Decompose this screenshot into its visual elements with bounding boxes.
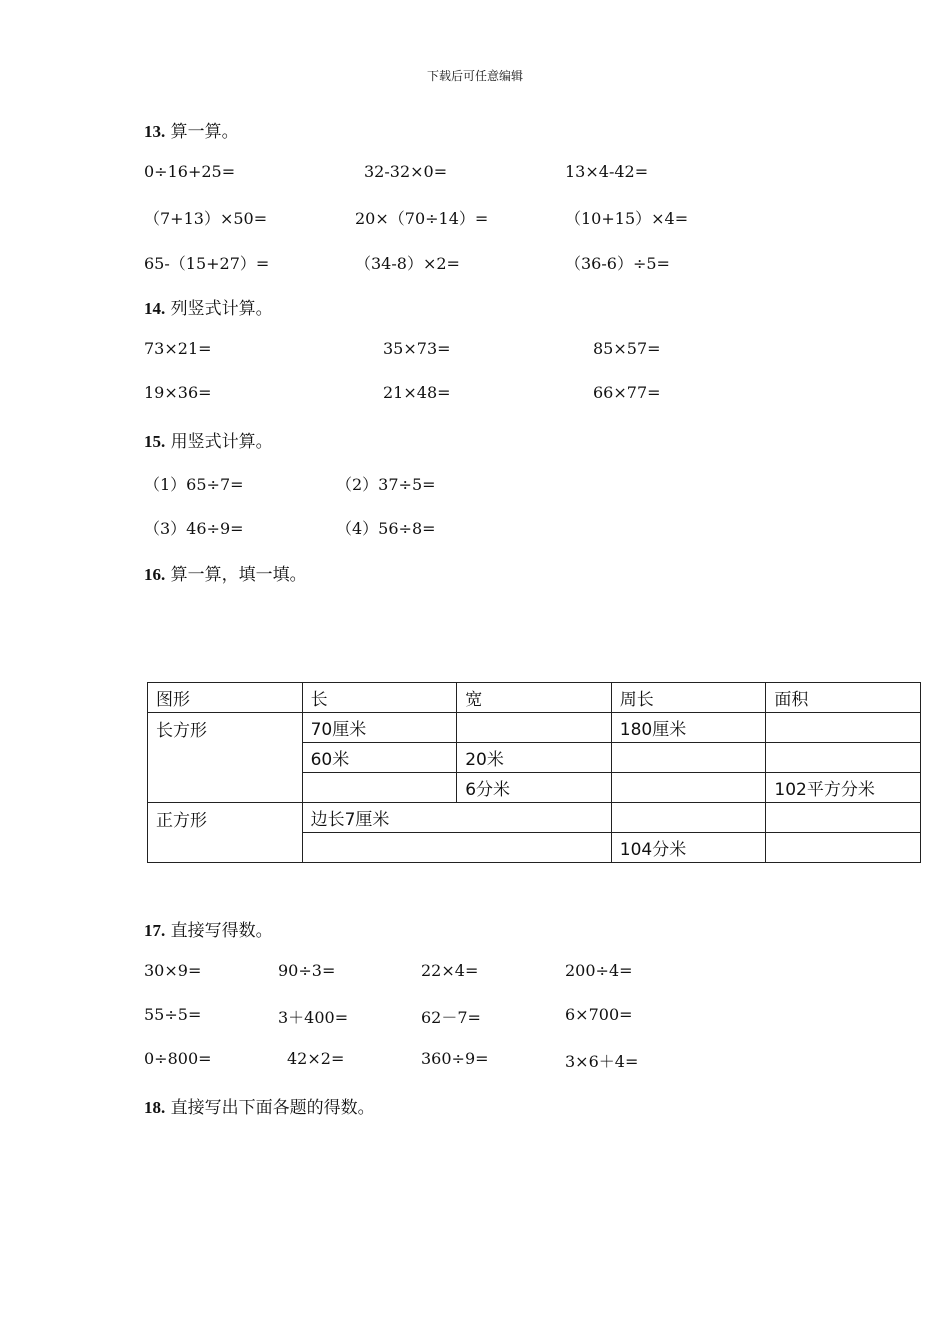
shape-table xyxy=(147,682,921,863)
question-15-title: 15. 用竖式计算。 xyxy=(144,432,273,452)
q13-expr: （36-6）÷5= xyxy=(565,254,670,273)
q14-expr: 66×77= xyxy=(593,383,661,402)
q17-expr: 6×700= xyxy=(565,1005,633,1024)
question-14-title: 14. 列竖式计算。 xyxy=(144,299,273,319)
q13-expr: （10+15）×4= xyxy=(565,209,689,228)
table-cell xyxy=(457,713,612,743)
q17-expr: 55÷5= xyxy=(144,1005,202,1024)
table-cell xyxy=(611,773,766,803)
table-cell: 180厘米 xyxy=(611,713,766,743)
table-header-cell: 图形 xyxy=(148,683,303,713)
q13-expr: 13×4-42= xyxy=(565,162,649,181)
table-cell: 70厘米 xyxy=(302,713,457,743)
q17-expr: 62－7= xyxy=(421,1008,481,1027)
table-header-cell: 面积 xyxy=(766,683,921,713)
question-13-title: 13. 算一算。 xyxy=(144,122,239,142)
table-cell xyxy=(766,713,921,743)
table-row xyxy=(148,803,921,833)
table-cell xyxy=(766,743,921,773)
q17-expr: 200÷4= xyxy=(565,961,633,980)
square-label: 正方形 xyxy=(148,803,303,863)
question-18-title: 18. 直接写出下面各题的得数。 xyxy=(144,1098,375,1118)
question-16-title: 16. 算一算，填一填。 xyxy=(144,565,307,585)
table-cell: 6分米 xyxy=(457,773,612,803)
q13-expr: 32-32×0= xyxy=(364,162,448,181)
table-header-cell: 周长 xyxy=(611,683,766,713)
table-cell xyxy=(766,803,921,833)
table-cell: 104分米 xyxy=(611,833,766,863)
q17-expr: 22×4= xyxy=(421,961,479,980)
table-header-row xyxy=(148,683,921,713)
q15-expr: （4）56÷8= xyxy=(336,519,436,538)
table-cell xyxy=(611,743,766,773)
page-header: 下载后可任意编辑 xyxy=(426,69,523,83)
table-cell: 20米 xyxy=(457,743,612,773)
q13-expr: （7+13）×50= xyxy=(144,209,268,228)
table-cell xyxy=(302,833,611,863)
rectangle-label: 长方形 xyxy=(148,713,303,803)
q17-expr: 3＋400= xyxy=(278,1008,349,1027)
q15-expr: （2）37÷5= xyxy=(336,475,436,494)
q17-expr: 30×9= xyxy=(144,961,202,980)
table-cell xyxy=(302,773,457,803)
table-cell: 60米 xyxy=(302,743,457,773)
question-17-title: 17. 直接写得数。 xyxy=(144,921,273,941)
q17-expr: 42×2= xyxy=(287,1049,345,1068)
q17-expr: 3×6＋4= xyxy=(565,1052,639,1071)
q17-expr: 90÷3= xyxy=(278,961,336,980)
table-cell xyxy=(766,833,921,863)
table-header-cell: 宽 xyxy=(457,683,612,713)
q13-expr: 0÷16+25= xyxy=(144,162,236,181)
q14-expr: 73×21= xyxy=(144,339,212,358)
q17-expr: 360÷9= xyxy=(421,1049,489,1068)
q15-expr: （3）46÷9= xyxy=(144,519,244,538)
q14-expr: 35×73= xyxy=(383,339,451,358)
q13-expr: （34-8）×2= xyxy=(355,254,460,273)
q14-expr: 85×57= xyxy=(593,339,661,358)
q17-expr: 0÷800= xyxy=(144,1049,212,1068)
q13-expr: 65-（15+27）= xyxy=(144,254,270,273)
table-cell: 102平方分米 xyxy=(766,773,921,803)
table-header-cell: 长 xyxy=(302,683,457,713)
q15-expr: （1）65÷7= xyxy=(144,475,244,494)
table-row xyxy=(148,713,921,743)
q14-expr: 21×48= xyxy=(383,383,451,402)
table-cell xyxy=(611,803,766,833)
table-cell: 边长7厘米 xyxy=(302,803,611,833)
q13-expr: 20×（70÷14）= xyxy=(355,209,489,228)
q14-expr: 19×36= xyxy=(144,383,212,402)
